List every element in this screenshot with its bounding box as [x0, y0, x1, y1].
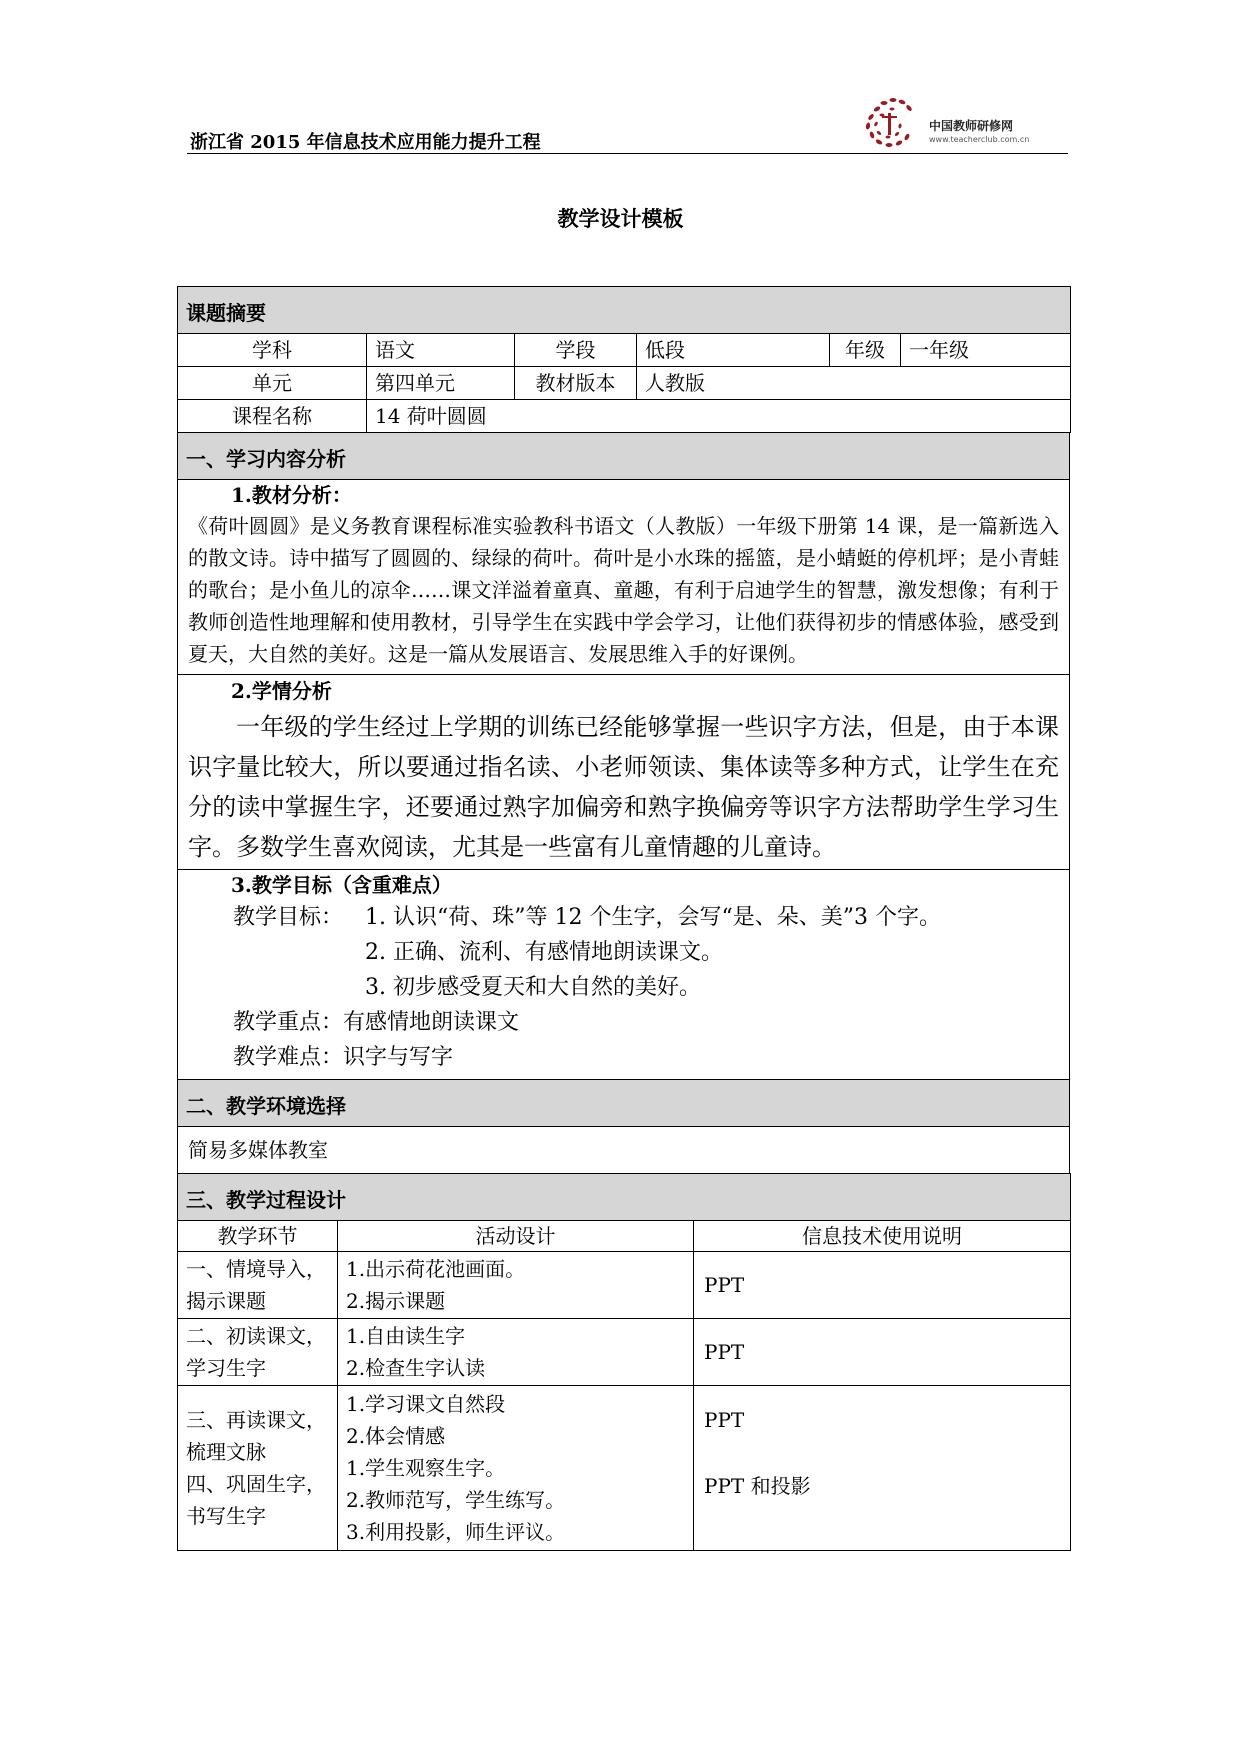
textbook-text: 《荷叶圆圆》是义务教育课程标准实验教科书语文（人教版）一年级下册第 14 课，是一篇新选入的散文诗。诗中描写了圆圆的、绿绿的荷叶。荷叶是小水珠的摇篮，是小蜻蜓的停机坪；是小青蛙的歌台；是小鱼儿的凉伞……课文洋溢着童真、童趣，有利于启迪学生的智慧，激发想像；有利于教师创造性地理解和使用教材，引导学生在实践中学会学习，让他们获得初步的情感体验，感受到夏天，大自然的美好。这是一篇从发展语言、发展思维入手的好课例。 [188, 514, 1059, 666]
activity-line: 2.教师范写，学生练写。 [346, 1488, 566, 1512]
activity-line: 2.体会情感 [346, 1424, 446, 1448]
activity-line: 3.利用投影，师生评议。 [346, 1520, 566, 1544]
goal-item: 3. 初步感受夏天和大自然的美好。 [365, 975, 701, 1000]
stage-line: 四、巩固生字， [186, 1472, 326, 1496]
learner-heading: 2.学情分析 [231, 679, 332, 703]
process-activity-cell [338, 1386, 694, 1551]
activity-line: 2.检查生字认读 [346, 1356, 486, 1380]
summary-heading: 课题摘要 [178, 287, 1071, 334]
subject-label: 学科 [178, 334, 367, 367]
process-stage-cell [178, 1386, 338, 1551]
section3-heading: 三、教学过程设计 [178, 1174, 1071, 1221]
goal-item: 2. 正确、流利、有感情地朗读课文。 [365, 940, 723, 965]
edition-value: 人教版 [637, 367, 1071, 400]
environment-text: 简易多媒体教室 [178, 1127, 1070, 1174]
grade-label: 年级 [830, 334, 901, 367]
course-value: 14 荷叶圆圆 [367, 400, 1071, 433]
process-tech-cell: PPT [694, 1319, 1071, 1386]
tech-line: PPT 和投影 [704, 1474, 811, 1498]
goals-list [365, 900, 941, 1005]
stage-line: 揭示课题 [186, 1289, 266, 1313]
design-table [177, 286, 1070, 1551]
teaching-goals [178, 870, 1070, 1080]
stage-line: 书写生字 [186, 1504, 266, 1528]
goals-heading: 3.教学目标（含重难点） [231, 873, 452, 897]
section2-table [177, 1079, 1070, 1174]
col-stage-header: 教学环节 [178, 1221, 338, 1252]
stage-line: 一、情境导入， [186, 1257, 326, 1281]
page-title: 教学设计模板 [557, 206, 684, 231]
goal-item: 1. 认识“荷、珠”等 12 个生字，会写“是、朵、美”3 个字。 [365, 905, 941, 930]
header-divider [187, 153, 1068, 154]
activity-line: 1.学习课文自然段 [346, 1392, 506, 1416]
edition-label: 教材版本 [515, 367, 637, 400]
section1-heading: 一、学习内容分析 [178, 433, 1070, 480]
textbook-heading: 1.教材分析： [231, 483, 352, 507]
activity-line: 1.出示荷花池画面。 [346, 1257, 526, 1281]
process-activity-cell [338, 1319, 694, 1386]
activity-line: 2.揭示课题 [346, 1289, 446, 1313]
key-point: 教学重点：有感情地朗读课文 [233, 1010, 520, 1035]
unit-value: 第四单元 [367, 367, 515, 400]
section3-table [177, 1173, 1071, 1551]
header-title: 浙江省 2015 年信息技术应用能力提升工程 [190, 132, 541, 153]
difficulty: 教学难点：识字与写字 [233, 1045, 454, 1070]
stage-line: 三、再读课文， [186, 1408, 326, 1432]
activity-line: 1.自由读生字 [346, 1324, 466, 1348]
learner-text: 一年级的学生经过上学期的训练已经能够掌握一些识字方法，但是，由于本课识字量比较大，所以要通过指名读、小老师领读、集体读等多种方式，让学生在充分的读中掌握生字，还要通过熟字加偏旁和熟字换偏旁等识字方法帮助学生学习生字。多数学生喜欢阅读，尤其是一些富有儿童情趣的儿童诗。 [188, 713, 1059, 861]
course-label: 课程名称 [178, 400, 367, 433]
process-tech-cell [694, 1386, 1071, 1551]
stage-value: 低段 [637, 334, 830, 367]
textbook-analysis [178, 480, 1070, 675]
summary-table [177, 286, 1071, 433]
unit-label: 单元 [178, 367, 367, 400]
section1-table [177, 432, 1070, 1080]
subject-value: 语文 [367, 334, 515, 367]
logo-url: www.teacherclub.com.cn [929, 135, 1030, 144]
stage-label: 学段 [515, 334, 637, 367]
process-stage-cell [178, 1252, 338, 1319]
section2-heading: 二、教学环境选择 [178, 1080, 1070, 1127]
stage-line: 梳理文脉 [186, 1440, 266, 1464]
col-activity-header: 活动设计 [338, 1221, 694, 1252]
learner-analysis [178, 675, 1070, 870]
process-tech-cell: PPT [694, 1252, 1071, 1319]
goals-label: 教学目标： [233, 905, 344, 930]
goals-block [178, 900, 1069, 1005]
process-stage-cell [178, 1319, 338, 1386]
process-activity-cell [338, 1252, 694, 1319]
grade-value: 一年级 [901, 334, 1071, 367]
col-tech-header: 信息技术使用说明 [694, 1221, 1071, 1252]
logo-name: 中国教师研修网 [929, 119, 1014, 133]
stage-line: 学习生字 [186, 1356, 266, 1380]
tech-line: PPT [704, 1408, 745, 1432]
stage-line: 二、初读课文， [186, 1324, 326, 1348]
activity-line: 1.学生观察生字。 [346, 1456, 506, 1480]
